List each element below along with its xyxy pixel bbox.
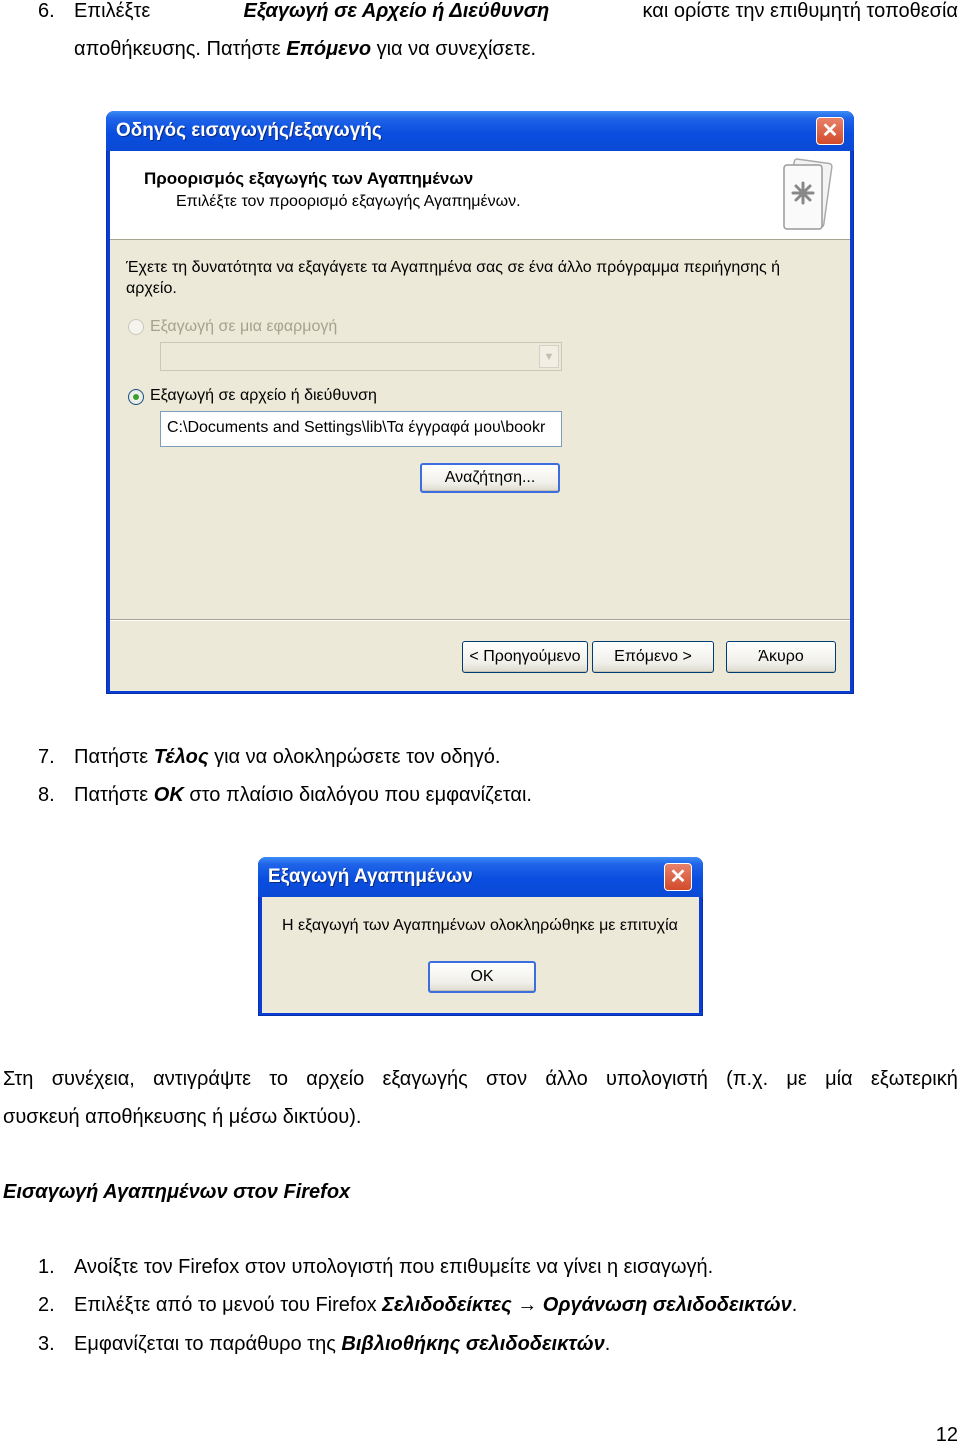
ok-button[interactable]: OK bbox=[428, 961, 536, 993]
step-text: Πατήστε bbox=[74, 746, 149, 768]
step-text: αποθήκευσης. Πατήστε bbox=[74, 38, 281, 60]
step-text: και ορίστε την επιθυμητή τοποθεσία bbox=[642, 0, 958, 22]
continue-paragraph bbox=[3, 1060, 960, 1136]
back-button[interactable]: < Προηγούμενο bbox=[462, 641, 588, 673]
export-app-label: Εξαγωγή σε μια εφαρμογή bbox=[150, 318, 338, 335]
step-number: 6. bbox=[38, 0, 55, 22]
step-text: για να συνεχίσετε. bbox=[376, 38, 537, 60]
step-number: 7. bbox=[38, 746, 55, 768]
step-number: 8. bbox=[38, 784, 55, 806]
export-wizard-window bbox=[106, 111, 854, 694]
wizard-footer-divider bbox=[110, 619, 850, 621]
cancel-button[interactable]: Άκυρο bbox=[726, 641, 836, 673]
step-emphasis: Τέλος bbox=[153, 746, 209, 768]
step-text: Πατήστε bbox=[74, 784, 149, 806]
wizard-header bbox=[110, 151, 850, 240]
export-file-radio[interactable] bbox=[128, 389, 144, 405]
wizard-body bbox=[110, 151, 850, 691]
favorites-export-icon bbox=[780, 157, 834, 235]
close-icon[interactable]: ✕ bbox=[664, 863, 692, 891]
close-icon[interactable]: ✕ bbox=[816, 117, 844, 145]
dialog-title: Εξαγωγή Αγαπημένων bbox=[268, 866, 473, 887]
step-text: Επιλέξτε από το μενού του Firefox bbox=[74, 1294, 377, 1316]
wizard-header-subtitle: Επιλέξτε τον προορισμό εξαγωγής Αγαπημένων. bbox=[176, 193, 521, 210]
step-text: . bbox=[604, 1333, 611, 1355]
step-text: στο πλαίσιο διαλόγου που εμφανίζεται. bbox=[189, 784, 532, 806]
step-emphasis: Εξαγωγή σε Αρχείο ή Διεύθυνση bbox=[243, 0, 550, 22]
chevron-down-icon[interactable]: ▼ bbox=[539, 345, 559, 368]
paragraph-line-2: συσκευή αποθήκευσης ή μέσω δικτύου). bbox=[3, 1106, 362, 1128]
step-text: Εμφανίζεται το παράθυρο της bbox=[74, 1333, 336, 1355]
radio-selected-dot bbox=[133, 394, 139, 400]
export-file-label: Εξαγωγή σε αρχείο ή διεύθυνση bbox=[150, 387, 377, 404]
dialog-title-bar[interactable] bbox=[258, 857, 703, 897]
step-emphasis: Επόμενο bbox=[286, 38, 372, 60]
browse-button[interactable]: Αναζήτηση... bbox=[420, 463, 560, 493]
step-text: Επιλέξτε bbox=[74, 0, 151, 22]
dialog-body bbox=[262, 897, 699, 1013]
wizard-description: Έχετε τη δυνατότητα να εξαγάγετε τα Αγαπημένα σας σε ένα άλλο πρόγραμμα περιήγησης ή αρχείο. bbox=[126, 259, 781, 297]
arrow-icon: → bbox=[517, 1294, 538, 1316]
step-emphasis: OK bbox=[153, 784, 184, 806]
page-number: 12 bbox=[935, 1424, 958, 1446]
export-app-radio[interactable] bbox=[128, 319, 144, 335]
dialog-message: Η εξαγωγή των Αγαπημένων ολοκληρώθηκε με επιτυχία bbox=[282, 917, 678, 934]
export-path-input[interactable] bbox=[160, 411, 562, 447]
step-emphasis: Σελιδοδείκτες bbox=[382, 1294, 512, 1316]
step-emphasis: Οργάνωση σελιδοδεικτών bbox=[542, 1294, 792, 1316]
wizard-title-bar[interactable] bbox=[106, 111, 854, 151]
step-text: Ανοίξτε τον Firefox στον υπολογιστή που επιθυμείτε να γίνει η εισαγωγή. bbox=[74, 1256, 714, 1278]
application-select[interactable] bbox=[160, 342, 562, 371]
step-emphasis: Βιβλιοθήκης σελιδοδεικτών bbox=[341, 1333, 605, 1355]
next-button[interactable]: Επόμενο > bbox=[592, 641, 714, 673]
step-number: 2. bbox=[38, 1294, 55, 1316]
step-number: 3. bbox=[38, 1333, 55, 1355]
wizard-title: Οδηγός εισαγωγής/εξαγωγής bbox=[116, 120, 382, 141]
section-heading: Εισαγωγή Αγαπημένων στον Firefox bbox=[3, 1181, 351, 1203]
step-text: . bbox=[791, 1294, 798, 1316]
paragraph-line-1: Στη συνέχεια, αντιγράψτε το αρχείο εξαγωγής στον άλλο υπολογιστή (π.χ. με μία εξωτερική bbox=[3, 1068, 958, 1090]
wizard-header-title: Προορισμός εξαγωγής των Αγαπημένων bbox=[144, 169, 474, 188]
export-path-value: C:\Documents and Settings\lib\Τα έγγραφά μου\bookr bbox=[167, 419, 546, 436]
step-number: 1. bbox=[38, 1256, 55, 1278]
export-complete-dialog bbox=[258, 857, 703, 1016]
step-text: για να ολοκληρώσετε τον οδηγό. bbox=[214, 746, 501, 768]
